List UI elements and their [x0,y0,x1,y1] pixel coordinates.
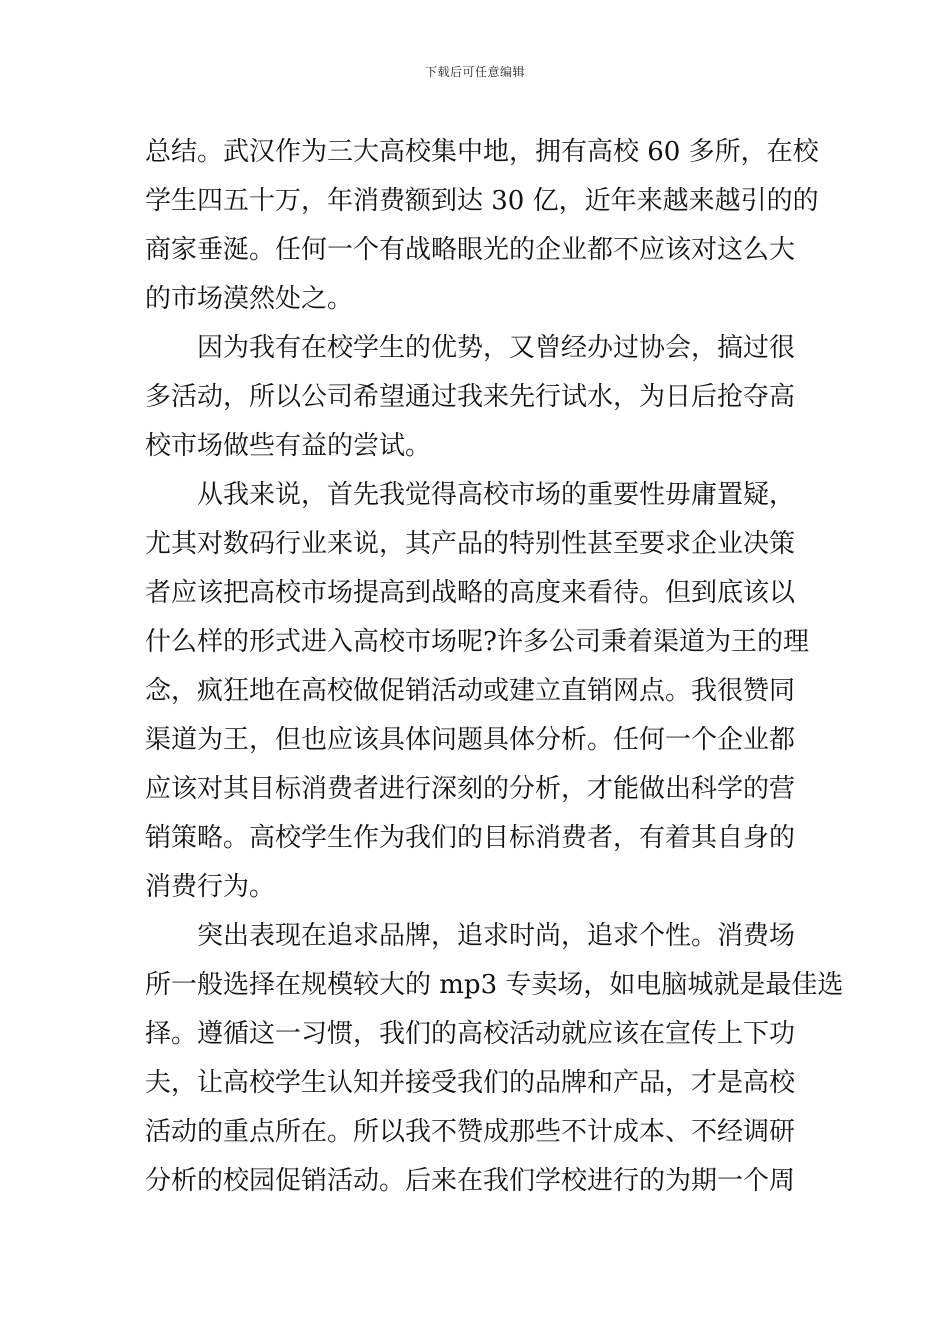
paragraph-1 [145,128,819,324]
paragraph-4 [145,912,844,1206]
paragraph-3 [145,471,815,912]
text-line: 尤其对数码行业来说，其产品的特别性甚至要求企业决策 [145,529,796,559]
text-line: 销策略。高校学生作为我们的目标消费者，有着其自身的 [145,823,796,853]
text-line: 分析的校园促销活动。后来在我们学校进行的为期一个周 [145,1166,796,1196]
text-line: 活动的重点所在。所以我不赞成那些不计成本、不经调研 [145,1117,796,1147]
text-line: 校市场做些有益的尝试。 [145,431,432,461]
text-line: 念，疯狂地在高校做促销活动或建立直销网点。我很赞同 [145,676,796,706]
text-line: 者应该把高校市场提高到战略的高度来看待。但到底该以 [145,578,796,608]
paragraph-2 [145,324,815,471]
page-header: 下载后可任意编辑 [424,65,525,79]
text-line: 学生四五十万，年消费额到达 30 亿，近年来越来越引的的 [145,186,819,216]
text-line: 什么样的形式进入高校市场呢?许多公司秉着渠道为王的理 [145,627,809,657]
text-line: 应该对其目标消费者进行深刻的分析，才能做出科学的营 [145,774,796,804]
text-line: 夫，让高校学生认知并接受我们的品牌和产品，才是高校 [145,1068,796,1098]
text-line: 消费行为。 [145,872,276,902]
text-line: 商家垂涎。任何一个有战略眼光的企业都不应该对这么大 [145,235,796,265]
text-line: 的市场漠然处之。 [145,284,354,314]
text-line: 择。遵循这一习惯，我们的高校活动就应该在宣传上下功 [145,1019,796,1049]
text-line: 因为我有在校学生的优势，又曾经办过协会，搞过很 [197,333,796,363]
document-body [145,128,844,1206]
text-line: 总结。武汉作为三大高校集中地，拥有高校 60 多所，在校 [145,137,819,167]
text-line: 从我来说，首先我觉得高校市场的重要性毋庸置疑， [197,480,796,510]
text-line: 所一般选择在规模较大的 mp3 专卖场，如电脑城就是最佳选 [145,970,844,1000]
text-line: 多活动，所以公司希望通过我来先行试水，为日后抢夺高 [145,382,796,412]
text-line: 突出表现在追求品牌，追求时尚，追求个性。消费场 [197,921,796,951]
text-line: 渠道为王，但也应该具体问题具体分析。任何一个企业都 [145,725,796,755]
